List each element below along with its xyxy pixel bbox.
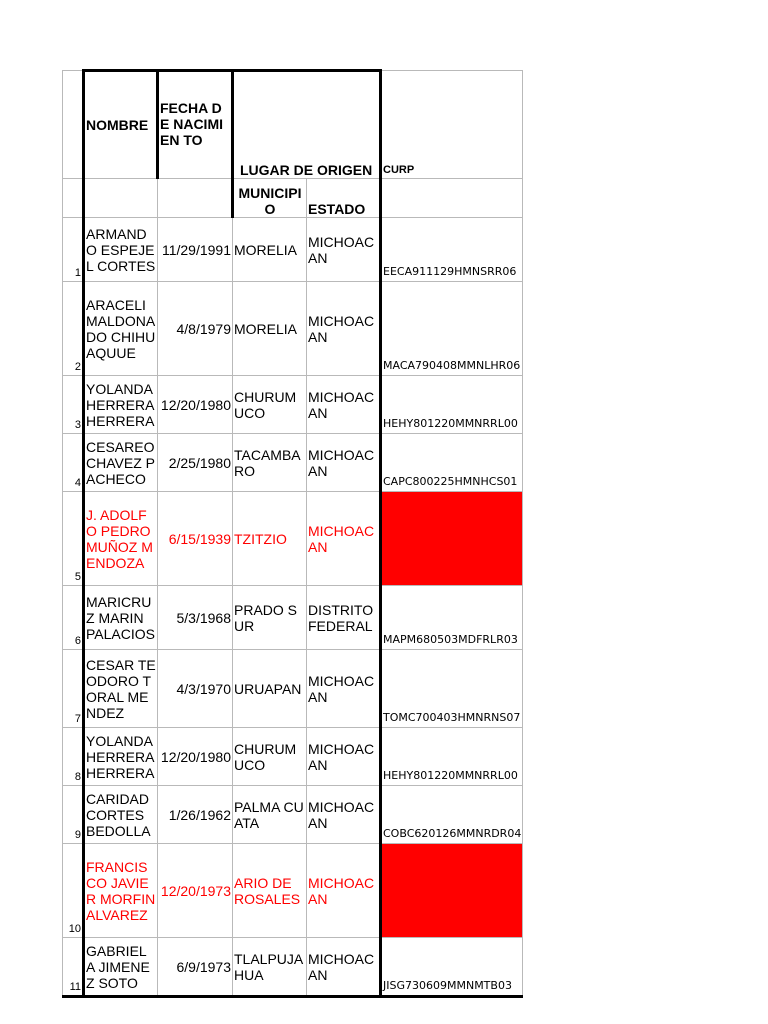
row-number-cell[interactable]: 10: [63, 844, 84, 938]
estado-cell[interactable]: MICHOACAN: [307, 282, 381, 376]
blank-subheader-cell[interactable]: [84, 179, 158, 218]
estado-cell[interactable]: MICHOACAN: [307, 492, 381, 586]
curp-cell-highlighted[interactable]: [381, 492, 523, 586]
estado-cell[interactable]: MICHOACAN: [307, 650, 381, 728]
municipio-cell[interactable]: MORELIA: [233, 218, 307, 282]
row-number-cell[interactable]: 1: [63, 218, 84, 282]
fecha-cell[interactable]: 6/9/1973: [158, 938, 233, 997]
nombre-cell[interactable]: ARMANDO ESPEJEL CORTES: [84, 218, 158, 282]
estado-cell[interactable]: MICHOACAN: [307, 218, 381, 282]
row-number-cell[interactable]: 2: [63, 282, 84, 376]
table-row: [63, 938, 523, 997]
fecha-cell[interactable]: 4/3/1970: [158, 650, 233, 728]
curp-cell[interactable]: JISG730609MMNMTB03: [381, 938, 523, 997]
curp-cell[interactable]: COBC620126MMNRDR04: [381, 786, 523, 844]
index-subheader-cell[interactable]: [63, 179, 84, 218]
fecha-cell[interactable]: 12/20/1980: [158, 728, 233, 786]
subheader-row: [63, 179, 523, 218]
row-number-cell[interactable]: 7: [63, 650, 84, 728]
table-row: [63, 376, 523, 434]
fecha-cell[interactable]: 4/8/1979: [158, 282, 233, 376]
curp-cell[interactable]: EECA911129HMNSRR06: [381, 218, 523, 282]
curp-cell[interactable]: TOMC700403HMNRNS07: [381, 650, 523, 728]
fecha-cell[interactable]: 12/20/1980: [158, 376, 233, 434]
curp-cell[interactable]: MAPM680503MDFRLR03: [381, 586, 523, 650]
estado-cell[interactable]: MICHOACAN: [307, 728, 381, 786]
curp-subheader-cell[interactable]: [381, 179, 523, 218]
curp-header[interactable]: CURP: [381, 71, 523, 179]
estado-cell[interactable]: MICHOACAN: [307, 844, 381, 938]
estado-cell[interactable]: MICHOACAN: [307, 376, 381, 434]
municipio-cell[interactable]: CHURUMUCO: [233, 728, 307, 786]
nombre-cell[interactable]: YOLANDA HERRERA HERRERA: [84, 376, 158, 434]
estado-cell[interactable]: DISTRITO FEDERAL: [307, 586, 381, 650]
nombre-cell[interactable]: J. ADOLFO PEDRO MUÑOZ MENDOZA: [84, 492, 158, 586]
curp-cell[interactable]: HEHY801220MMNRRL00: [381, 376, 523, 434]
municipio-cell[interactable]: PALMA CUATA: [233, 786, 307, 844]
row-number-cell[interactable]: 4: [63, 434, 84, 492]
row-number-cell[interactable]: 3: [63, 376, 84, 434]
curp-cell[interactable]: HEHY801220MMNRRL00: [381, 728, 523, 786]
estado-cell[interactable]: MICHOACAN: [307, 434, 381, 492]
table-row: [63, 434, 523, 492]
municipio-cell[interactable]: PRADO SUR: [233, 586, 307, 650]
fecha-cell[interactable]: 12/20/1973: [158, 844, 233, 938]
nombre-header[interactable]: NOMBRE: [84, 71, 158, 179]
nombre-cell[interactable]: YOLANDA HERRERA HERRERA: [84, 728, 158, 786]
table-row: [63, 492, 523, 586]
index-header-cell[interactable]: [63, 71, 84, 179]
municipio-header[interactable]: MUNICIPI O: [233, 179, 307, 218]
municipio-cell[interactable]: URUAPAN: [233, 650, 307, 728]
table-row: [63, 218, 523, 282]
fecha-cell[interactable]: 5/3/1968: [158, 586, 233, 650]
fecha-cell[interactable]: 1/26/1962: [158, 786, 233, 844]
records-table: [62, 69, 523, 998]
fecha-cell[interactable]: 11/29/1991: [158, 218, 233, 282]
nombre-cell[interactable]: MARICRUZ MARIN PALACIOS: [84, 586, 158, 650]
nombre-cell[interactable]: CARIDAD CORTES BEDOLLA: [84, 786, 158, 844]
table-row: [63, 282, 523, 376]
municipio-cell[interactable]: ARIO DE ROSALES: [233, 844, 307, 938]
municipio-cell[interactable]: CHURUMUCO: [233, 376, 307, 434]
fecha-cell[interactable]: 6/15/1939: [158, 492, 233, 586]
spreadsheet: [62, 69, 523, 998]
curp-cell[interactable]: CAPC800225HMNHCS01: [381, 434, 523, 492]
table-row: [63, 786, 523, 844]
header-row: [63, 71, 523, 179]
row-number-cell[interactable]: 5: [63, 492, 84, 586]
municipio-cell[interactable]: TZITZIO: [233, 492, 307, 586]
table-row: [63, 728, 523, 786]
row-number-cell[interactable]: 9: [63, 786, 84, 844]
estado-cell[interactable]: MICHOACAN: [307, 786, 381, 844]
row-number-cell[interactable]: 6: [63, 586, 84, 650]
blank-subheader-cell[interactable]: [158, 179, 233, 218]
curp-cell-highlighted[interactable]: [381, 844, 523, 938]
nombre-cell[interactable]: CESAR TEODORO TORAL MENDEZ: [84, 650, 158, 728]
lugar-header[interactable]: LUGAR DE ORIGEN: [233, 71, 381, 179]
municipio-cell[interactable]: TACAMBARO: [233, 434, 307, 492]
municipio-cell[interactable]: TLALPUJAHUA: [233, 938, 307, 997]
nombre-cell[interactable]: CESAREO CHAVEZ PACHECO: [84, 434, 158, 492]
row-number-cell[interactable]: 11: [63, 938, 84, 997]
curp-cell[interactable]: MACA790408MMNLHR06: [381, 282, 523, 376]
table-row: [63, 650, 523, 728]
municipio-cell[interactable]: MORELIA: [233, 282, 307, 376]
fecha-header[interactable]: FECHA DE NACIMIEN TO: [158, 71, 233, 179]
nombre-cell[interactable]: ARACELI MALDONADO CHIHUAQUUE: [84, 282, 158, 376]
nombre-cell[interactable]: FRANCISCO JAVIER MORFIN ALVAREZ: [84, 844, 158, 938]
table-row: [63, 844, 523, 938]
nombre-cell[interactable]: GABRIELA JIMENEZ SOTO: [84, 938, 158, 997]
table-row: [63, 586, 523, 650]
fecha-cell[interactable]: 2/25/1980: [158, 434, 233, 492]
row-number-cell[interactable]: 8: [63, 728, 84, 786]
estado-header[interactable]: ESTADO: [307, 179, 381, 218]
estado-cell[interactable]: MICHOACAN: [307, 938, 381, 997]
